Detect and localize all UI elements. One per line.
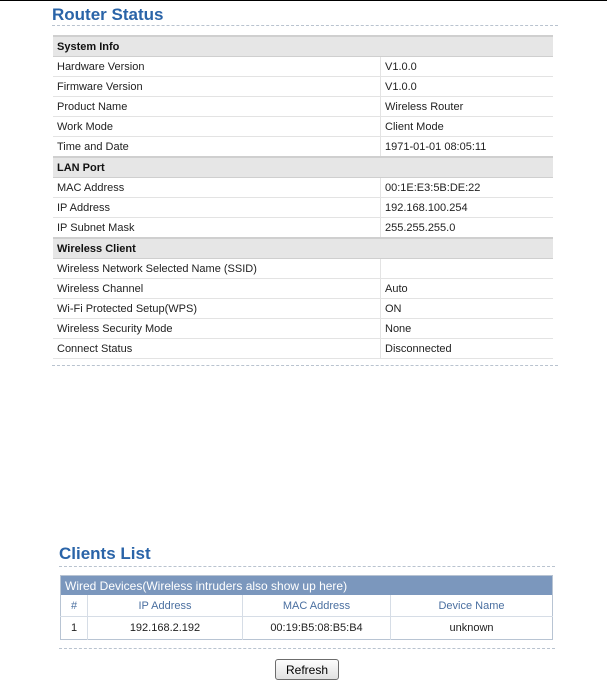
status-row-connect-status	[53, 339, 553, 359]
router-status-title: Router Status	[52, 5, 164, 24]
status-label: Wireless Network Selected Name (SSID)	[53, 259, 381, 279]
status-label: Wireless Security Mode	[53, 319, 381, 339]
status-value: Client Mode	[381, 117, 554, 137]
clients-list-title: Clients List	[59, 544, 151, 563]
status-bottom-divider	[52, 365, 558, 366]
client-mac-address: 00:19:B5:08:B5:B4	[243, 617, 391, 640]
column-header-device-name: Device Name	[391, 595, 553, 617]
status-label: MAC Address	[53, 178, 381, 198]
status-value: Disconnected	[381, 339, 554, 359]
status-value	[381, 259, 554, 279]
status-value: V1.0.0	[381, 57, 554, 77]
status-row-wireless-channel	[53, 279, 553, 299]
status-row-ip-address	[53, 198, 553, 218]
status-label: Hardware Version	[53, 57, 381, 77]
status-row-ssid	[53, 259, 553, 279]
wired-devices-header: Wired Devices(Wireless intruders also show up here)	[61, 576, 553, 596]
status-value: Auto	[381, 279, 554, 299]
refresh-button[interactable]: Refresh	[275, 659, 339, 680]
column-header-mac-address: MAC Address	[243, 595, 391, 617]
status-row-firmware-version	[53, 77, 553, 97]
client-ip-address: 192.168.2.192	[88, 617, 243, 640]
status-value: V1.0.0	[381, 77, 554, 97]
status-value: ON	[381, 299, 554, 319]
status-row-mac-address	[53, 178, 553, 198]
status-label: IP Address	[53, 198, 381, 218]
client-device-name: unknown	[449, 622, 494, 634]
status-label: IP Subnet Mask	[53, 218, 381, 239]
status-label: Product Name	[53, 97, 381, 117]
clients-table	[60, 575, 553, 640]
status-label: Firmware Version	[53, 77, 381, 97]
status-value: 00:1E:E3:5B:DE:22	[381, 178, 554, 198]
table-row	[61, 617, 553, 640]
status-value: 1971-01-01 08:05:11	[381, 137, 554, 158]
status-row-ip-subnet-mask	[53, 218, 553, 239]
clients-title-divider	[59, 566, 555, 567]
status-row-wps	[53, 299, 553, 319]
status-value: 192.168.100.254	[381, 198, 554, 218]
status-value: Wireless Router	[381, 97, 554, 117]
section-header-lan-port: LAN Port	[53, 157, 553, 178]
status-row-product-name	[53, 97, 553, 117]
status-value: 255.255.255.0	[381, 218, 554, 239]
router-status-table	[53, 35, 553, 359]
status-label: Work Mode	[53, 117, 381, 137]
status-label: Time and Date	[53, 137, 381, 158]
client-index: 1	[61, 617, 88, 640]
clients-column-headers	[61, 595, 553, 617]
status-row-work-mode	[53, 117, 553, 137]
status-row-time-and-date	[53, 137, 553, 158]
section-header-system-info: System Info	[53, 36, 553, 57]
status-label: Connect Status	[53, 339, 381, 359]
status-label: Wireless Channel	[53, 279, 381, 299]
column-header-index: #	[61, 595, 88, 617]
clients-bottom-divider	[59, 648, 555, 649]
status-label: Wi-Fi Protected Setup(WPS)	[53, 299, 381, 319]
status-value: None	[381, 319, 554, 339]
status-row-security-mode	[53, 319, 553, 339]
column-header-ip-address: IP Address	[88, 595, 243, 617]
top-border-line	[0, 0, 607, 1]
status-row-hardware-version	[53, 57, 553, 77]
section-header-wireless-client: Wireless Client	[53, 238, 553, 259]
title-divider	[52, 25, 558, 26]
